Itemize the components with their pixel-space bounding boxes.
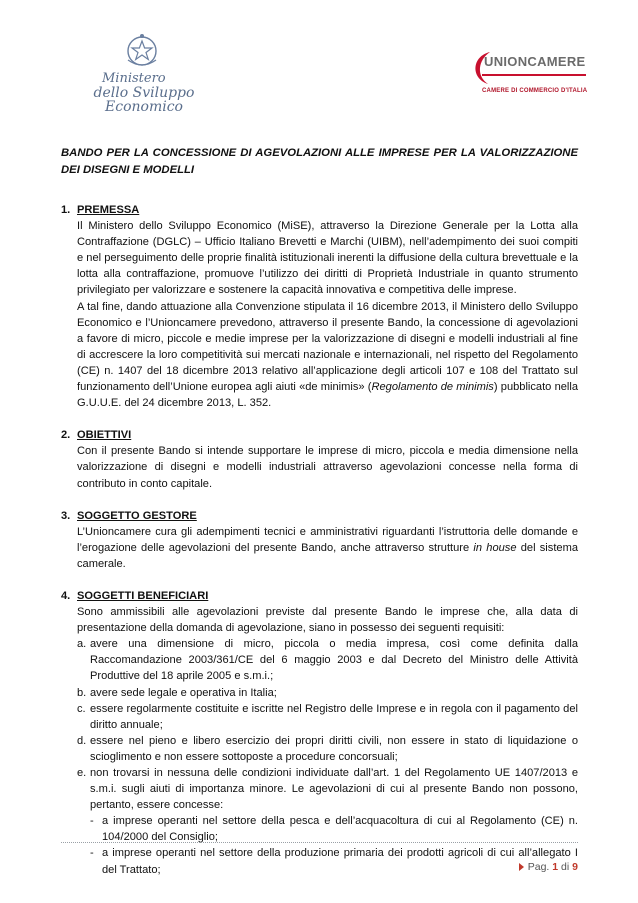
ministry-name: Ministero dello Sviluppo Economico — [93, 71, 195, 115]
paragraph: Il Ministero dello Sviluppo Economico (MiSE), attraverso la Direzione Generale per la Lotta alla Contraffazione (DGLC) – Ufficio Italiano Brevetti e Marchi (UIBM), nell’adempimento dei suoi compiti e nel perseguimento delle proprie finalità istituzionali inerenti la diffusione della cultura brevettuale e la lotta alla contraffazione, promuove l’utilizzo dei diritti di Proprietà Industriale in quanto strumento privilegiato per valorizzare e sostenere la capacità innovativa e competitiva delle imprese. — [77, 220, 578, 297]
logo-divider — [482, 74, 586, 76]
section-obiettivi — [61, 427, 578, 491]
paragraph: Con il presente Bando si intende supportare le imprese di micro, piccola e media dimensione nella valorizzazione di disegni e modelli industriali attraverso agevolazioni concesse nella forma di contributo in conto capitale. — [77, 445, 578, 490]
unioncamere-logo — [468, 48, 592, 104]
document-body — [61, 202, 578, 894]
footer-divider — [61, 842, 578, 843]
section-premessa — [61, 202, 578, 411]
page-number: Pag. 1 di 9 — [519, 861, 578, 873]
italian-emblem-icon — [122, 30, 162, 70]
list-item: b. avere sede legale e operativa in Italia; — [77, 686, 277, 699]
sub-list-item: - a imprese operanti nel settore della produzione primaria dei prodotti agricoli di cui all’allegato I del Trattato; — [90, 847, 578, 876]
list-item: c. essere regolarmente costituite e iscritte nel Registro delle Imprese e in regola con il pagamento del diritto annuale; — [77, 702, 578, 731]
list-item: d. essere nel pieno e libero esercizio dei propri diritti civili, non essere in stato di liquidazione o scioglimento e non essere sottoposte a procedure concorsuali; — [77, 734, 578, 763]
paragraph: A tal fine, dando attuazione alla Convenzione stipulata il 16 dicembre 2013, il Ministero dello Sviluppo Economico e l’Unioncamere prevedono, attraverso il presente Bando, la concessione di agevolazioni a favore di micro, piccole e medie imprese per la valorizzazione di disegni e modelli industriali al fine di accrescere la loro competitività sui mercati nazionale e internazionali, nel rispetto del Regolamento (CE) n. 1407 del 18 dicembre 2013 relativo all’applicazione degli articoli 107 e 108 del Trattato sul funzionamento dell’Unione europea agli aiuti «de minimis» (Regolamento de minimis) pubblicato nella G.U.U.E. del 24 dicembre 2013, L. 352. — [77, 300, 579, 410]
triangle-right-icon — [519, 863, 524, 871]
sub-list-item: - a imprese operanti nel settore della pesca e dell’acquacoltura di cui al Regolamento (CE) n. 104/2000 del Consiglio; — [90, 815, 578, 844]
list-item: e. non trovarsi in nessuna delle condizioni individuate dall’art. 1 del Regolamento UE 1407/2013 e s.m.i. sugli aiuti di importanza minore. Le agevolazioni di cui al presente Bando non possono, pertanto, essere concesse: — [77, 767, 578, 812]
paragraph: L’Unioncamere cura gli adempimenti tecnici e amministrativi riguardanti l’istruttoria delle domande e l’erogazione delle agevolazioni del presente Bando, anche attraverso strutture in house del sistema camerale. — [77, 525, 578, 570]
section-heading: 2. OBIETTIVI — [61, 429, 132, 442]
unioncamere-subtitle: CAMERE DI COMMERCIO D'ITALIA — [482, 88, 588, 94]
document-title: BANDO PER LA CONCESSIONE DI AGEVOLAZIONI ALLE IMPRESE PER LA VALORIZZAZIONE DEI DISEGNI E MODELLI — [61, 147, 578, 176]
section-soggetto-gestore — [61, 508, 578, 572]
mise-logo — [64, 30, 224, 115]
section-heading: 3. SOGGETTO GESTORE — [61, 509, 197, 522]
unioncamere-name: UNIONCAMERE — [484, 54, 586, 69]
section-heading: 1. PREMESSA — [61, 204, 140, 216]
section-heading: 4. SOGGETTI BENEFICIARI — [61, 589, 209, 602]
section-soggetti-beneficiari — [61, 588, 578, 878]
list-item: a. avere una dimensione di micro, piccola o media impresa, così come definita dalla Raccomandazione 2003/361/CE del 6 maggio 2003 e dal Decreto del Ministro delle Attività Produttive del 18 aprile 2005 e s.m.i.; — [77, 638, 578, 683]
paragraph: Sono ammissibili alle agevolazioni previste dal presente Bando le imprese che, alla data di presentazione della domanda di agevolazione, siano in possesso dei seguenti requisiti: — [77, 606, 578, 635]
